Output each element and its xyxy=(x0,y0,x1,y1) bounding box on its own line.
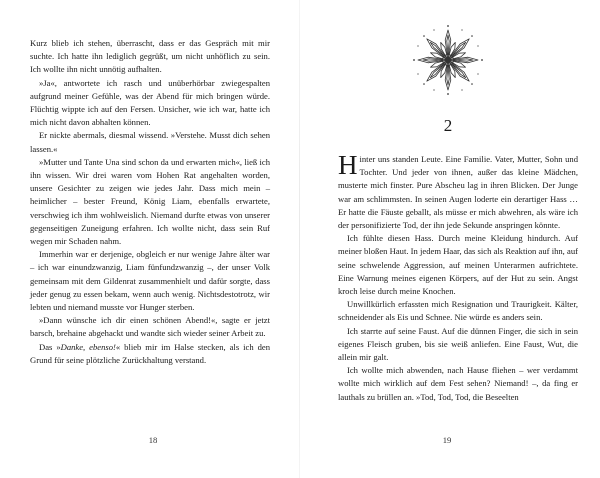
page-number: 18 xyxy=(148,435,158,445)
paragraph xyxy=(30,341,270,367)
right-page xyxy=(300,0,600,478)
paragraph: Ich wollte mich abwenden, nach Hause fliehen – wer verdammt wollte mich wirklich auf dem Fest sehen? Niemand! –, da fing er lauthals zu brüllen an. »Tod, Tod, Tod, die Beseelten xyxy=(338,365,578,402)
paragraph: Kurz blieb ich stehen, überrascht, dass er das Gespräch mit mir suchte. Ich hatte ihn lediglich gegrüßt, um nicht unhöflich zu sein. Ich wollte ihn nicht unnötig aufhalten. xyxy=(30,38,270,75)
paragraph: Immerhin war er derjenige, obgleich er nur wenige Jahre älter war – ich war einundzwanzig, Liam fünfundzwanzig –, der unser Volk gemeinsam mit dem Gildenrat zusammenhielt und dafür sorgte, dass jeder genug zu essen bekam, wenn auch wenig. Nichtsdestotrotz, wir lebten und niemand musste vor Hunger sterben. xyxy=(30,249,270,313)
paragraph: »Mutter und Tante Una sind schon da und erwarten mich«, ließ ich ihn wissen. Wir drei waren vom Hohen Rat angehalten worden, unsere Gesichter zu zeigen wie jedes Jahr. Dass mich mein – heimlicher – bester Freund, König Liam, ebenfalls erwartete, verschwieg ich ihm wohlweislich. Niemand durfte etwas von unserer gegenseitigen Zuneigung erfahren. Ich wollte nicht, dass sein Ruf wegen mir Schaden nahm. xyxy=(30,156,270,247)
drop-cap: H xyxy=(338,150,358,180)
paragraph: »Ja«, antwortete ich rasch und unüberhörbar zwiegespalten aufgrund meiner Gefühle, was der Abend für mich bringen würde. Flüchtig wippte ich auf den Fersen. Unsicher, wie ich war, hatte ich mich nicht davon abhalten können. xyxy=(30,77,270,128)
paragraph: Ich starrte auf seine Faust. Auf die dünnen Finger, die sich in sein eigenes Fleisch gruben, bis sie weiß anliefen. Eine Faust, Wut, die allein mir galt. xyxy=(338,325,578,363)
right-page-text xyxy=(338,150,578,404)
chapter-number: 2 xyxy=(443,116,453,135)
paragraph-text: « blieb mir im Halse stecken, als ich den Grund für seine plötzliche Zurückhaltung verstand. xyxy=(30,341,270,365)
paragraph-text: Das » xyxy=(39,341,61,352)
page-number: 19 xyxy=(442,435,452,445)
opening-paragraph xyxy=(338,150,578,232)
paragraph: Unwillkürlich erfassten mich Resignation und Traurigkeit. Kälter, schneidender als Eis und Schnee. Nie würde es anders sein. xyxy=(338,299,578,323)
paragraph-text: inter uns standen Leute. Eine Familie. Vater, Mutter, Sohn und Tochter. Und jeder von ihnen, außer das kleine Mädchen, musterte mich finster. Pure Abscheu lag in ihren Blicken. Der Junge war am schlimmsten. In seinen Augen loderte ein derartiger Hass … Er hatte die Fäuste geballt, als müsse er mich abwehren, als wäre ich der personifizierte Tod, der ihn jede Sekunde anspringen könnte. xyxy=(338,154,578,231)
paragraph: »Dann wünsche ich dir einen schönen Abend!«, sagte er jetzt barsch, brehaine abgehackt und wandte sich wieder seiner Arbeit zu. xyxy=(30,315,270,339)
paragraph: Er nickte abermals, diesmal wissend. »Verstehe. Musst dich sehen lassen.« xyxy=(30,130,270,154)
left-page-text xyxy=(30,37,270,367)
italic-phrase: Danke, ebenso! xyxy=(60,341,116,352)
paragraph: Ich fühlte diesen Hass. Durch meine Kleidung hindurch. Auf meiner bloßen Haut. In jedem Haar, das sich als Reaktion auf ihn, auf seine schwelende Aggression, auf meinen Unterarmen aufrichtete. Eine Warnung meines eigenen Körpers, auf der Hut zu sein. Angst kroch leise durch meine Knochen. xyxy=(338,233,578,297)
sun-star-ornament-icon xyxy=(412,24,484,96)
